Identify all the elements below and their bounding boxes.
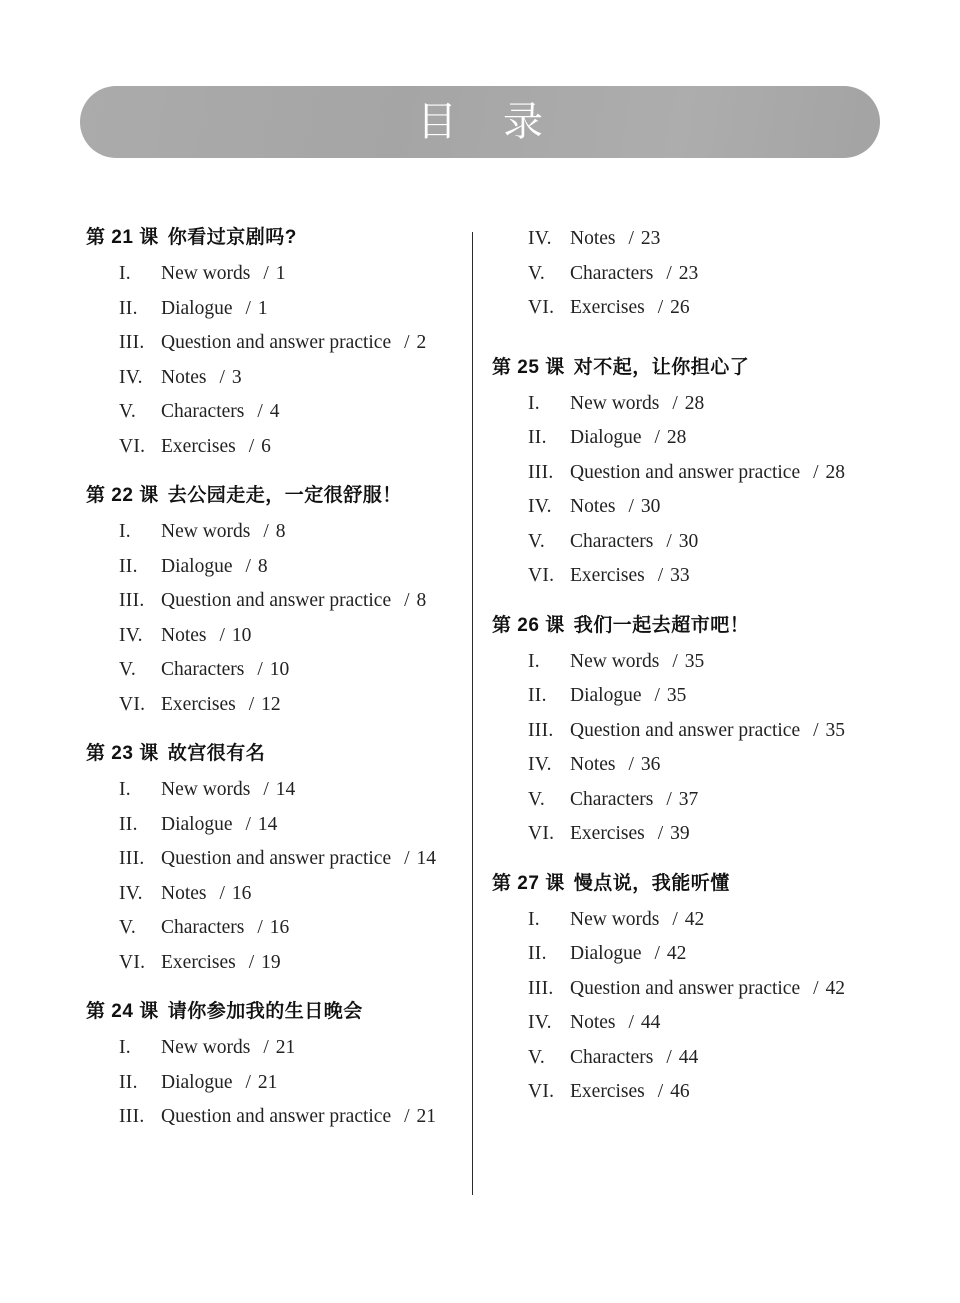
entry-separator: / (248, 693, 255, 715)
toc-entry[interactable] (528, 1041, 890, 1076)
lesson-heading[interactable] (492, 868, 890, 895)
lesson-title: 去公园走走，一定很舒服！ (167, 485, 402, 506)
entry-page-number: 14 (257, 813, 278, 835)
toc-entry[interactable] (528, 817, 890, 852)
lesson-block-23 (86, 738, 458, 980)
entry-page-number: 8 (257, 555, 268, 577)
entry-separator: / (245, 555, 251, 577)
toc-entry[interactable] (528, 783, 890, 818)
toc-entry[interactable] (528, 748, 890, 783)
lesson-number: 第 23 课 (86, 743, 159, 764)
entry-page-number: 10 (231, 624, 252, 646)
lesson-entry-list (492, 645, 890, 852)
entry-separator: / (404, 332, 410, 353)
entry-label: New words (570, 650, 660, 672)
entry-page-number: 14 (416, 848, 437, 869)
entry-numeral: IV. (119, 624, 143, 646)
entry-separator: / (666, 262, 672, 284)
toc-entry[interactable] (528, 490, 890, 525)
entry-separator: / (257, 401, 263, 422)
entry-label: Notes (161, 366, 207, 388)
entry-numeral: III. (528, 461, 554, 483)
toc-entry[interactable] (528, 559, 890, 594)
entry-numeral: I. (119, 521, 131, 542)
lesson-heading[interactable] (492, 610, 890, 637)
entry-numeral: I. (119, 263, 131, 284)
entry-label: Characters (161, 659, 245, 680)
entry-separator: / (219, 366, 225, 388)
entry-separator: / (657, 565, 664, 586)
entry-page-number: 1 (275, 263, 286, 284)
entry-page-number: 16 (231, 882, 252, 904)
contents-header-bar (80, 86, 880, 158)
toc-entry[interactable] (119, 688, 458, 723)
entry-page-number: 23 (640, 228, 661, 249)
lesson-number: 第 24 课 (86, 1001, 159, 1022)
lesson-number: 第 22 课 (86, 485, 159, 506)
lesson-number: 第 21 课 (86, 227, 159, 248)
entry-numeral: IV. (528, 754, 552, 775)
lesson-heading[interactable] (86, 738, 458, 765)
entry-label: Dialogue (570, 943, 642, 964)
entry-separator: / (672, 908, 678, 930)
entry-label: Notes (570, 754, 616, 775)
toc-entry[interactable] (119, 292, 458, 327)
entry-label: Question and answer practice (570, 719, 801, 741)
entry-separator: / (666, 788, 672, 810)
entry-numeral: V. (528, 1046, 546, 1068)
toc-entry[interactable] (119, 430, 458, 465)
entry-separator: / (657, 1081, 664, 1102)
entry-label: Notes (161, 624, 207, 646)
entry-label: Notes (570, 228, 616, 249)
entry-label: Exercises (570, 297, 645, 318)
entry-page-number: 16 (269, 917, 290, 938)
lesson-title: 你看过京剧吗? (167, 227, 297, 248)
entry-label: Exercises (161, 951, 236, 973)
lesson-block-24 (86, 996, 458, 1135)
toc-entry[interactable] (119, 1100, 458, 1135)
entry-label: Notes (570, 1012, 616, 1033)
column-divider (472, 232, 473, 1195)
toc-entry[interactable] (528, 1075, 890, 1110)
entry-separator: / (257, 659, 263, 680)
lesson-entry-list (86, 1031, 458, 1135)
entry-page-number: 1 (257, 297, 268, 319)
entry-separator: / (654, 427, 660, 448)
entry-page-number: 8 (416, 590, 427, 611)
entry-label: Dialogue (161, 813, 233, 835)
entry-page-number: 44 (678, 1046, 699, 1068)
entry-separator: / (672, 392, 678, 414)
entry-numeral: VI. (528, 1081, 555, 1102)
toc-entry[interactable] (119, 619, 458, 654)
entry-numeral: VI. (119, 951, 146, 973)
lesson-block-27 (492, 868, 890, 1110)
toc-entry[interactable] (528, 714, 890, 749)
toc-entry[interactable] (528, 387, 890, 422)
entry-separator: / (666, 1046, 672, 1068)
entry-page-number: 10 (269, 659, 290, 680)
entry-page-number: 44 (640, 1012, 661, 1033)
entry-separator: / (219, 624, 225, 646)
entry-separator: / (628, 1012, 634, 1033)
toc-column-right (492, 222, 890, 1126)
entry-numeral: I. (528, 392, 540, 414)
lesson-entry-list (492, 222, 890, 326)
entry-page-number: 21 (416, 1106, 437, 1127)
entry-page-number: 8 (275, 521, 286, 542)
entry-page-number: 14 (275, 779, 296, 800)
entry-separator: / (404, 848, 410, 869)
entry-label: Characters (161, 917, 245, 938)
entry-page-number: 35 (825, 719, 846, 741)
lesson-heading[interactable] (492, 352, 890, 379)
entry-page-number: 28 (666, 427, 687, 448)
entry-page-number: 35 (666, 685, 687, 706)
lesson-block-25 (492, 352, 890, 594)
toc-entry[interactable] (119, 773, 458, 808)
entry-page-number: 30 (678, 530, 699, 552)
entry-label: New words (570, 392, 660, 414)
lesson-title: 请你参加我的生日晚会 (167, 1001, 363, 1022)
entry-label: Question and answer practice (161, 590, 392, 611)
entry-separator: / (672, 650, 678, 672)
lesson-entry-list (492, 387, 890, 594)
entry-separator: / (813, 719, 819, 741)
entry-numeral: II. (528, 685, 547, 706)
toc-entry[interactable] (528, 679, 890, 714)
entry-page-number: 42 (684, 908, 705, 930)
entry-separator: / (666, 530, 672, 552)
toc-entry[interactable] (528, 1006, 890, 1041)
toc-entry[interactable] (119, 584, 458, 619)
entry-separator: / (248, 435, 255, 457)
entry-numeral: III. (528, 977, 554, 999)
entry-label: New words (161, 1037, 251, 1058)
lesson-title: 对不起，让你担心了 (573, 356, 750, 378)
entry-label: Characters (570, 788, 654, 810)
entry-label: Question and answer practice (161, 332, 392, 353)
entry-numeral: IV. (119, 882, 143, 904)
lesson-block-21 (86, 222, 458, 464)
lesson-entry-list (86, 773, 458, 980)
entry-page-number: 28 (825, 461, 846, 483)
toc-entry[interactable] (528, 903, 890, 938)
lesson-entry-list (86, 257, 458, 464)
entry-page-number: 12 (261, 693, 281, 715)
entry-page-number: 37 (678, 788, 699, 810)
entry-page-number: 30 (640, 496, 661, 517)
toc-entry[interactable] (119, 911, 458, 946)
lesson-heading[interactable] (86, 480, 458, 507)
entry-page-number: 39 (670, 823, 690, 844)
entry-numeral: IV. (528, 1012, 552, 1033)
lesson-number: 第 27 课 (492, 872, 565, 894)
entry-separator: / (628, 496, 634, 517)
entry-label: Exercises (161, 693, 236, 715)
entry-page-number: 3 (231, 366, 242, 388)
entry-separator: / (245, 813, 251, 835)
entry-label: Question and answer practice (570, 977, 801, 999)
entry-label: Question and answer practice (570, 461, 801, 483)
entry-label: Characters (570, 262, 654, 284)
entry-label: Dialogue (570, 427, 642, 448)
entry-separator: / (263, 1037, 269, 1058)
toc-entry[interactable] (528, 257, 890, 292)
lesson-heading[interactable] (86, 996, 458, 1023)
entry-page-number: 36 (640, 754, 661, 775)
entry-label: Exercises (161, 435, 236, 457)
toc-entry[interactable] (119, 653, 458, 688)
toc-entry[interactable] (119, 395, 458, 430)
entry-numeral: VI. (528, 297, 555, 318)
entry-numeral: VI. (528, 565, 555, 586)
entry-numeral: II. (119, 813, 138, 835)
toc-entry[interactable] (528, 972, 890, 1007)
entry-separator: / (657, 823, 664, 844)
entry-label: Characters (570, 530, 654, 552)
entry-label: Exercises (570, 1081, 645, 1102)
toc-entry[interactable] (119, 808, 458, 843)
lesson-block-22 (86, 480, 458, 722)
lesson-number: 第 25 课 (492, 356, 565, 378)
entry-numeral: I. (119, 1037, 131, 1058)
entry-numeral: I. (528, 908, 540, 930)
toc-entry[interactable] (119, 550, 458, 585)
entry-numeral: V. (119, 401, 137, 422)
entry-separator: / (813, 977, 819, 999)
entry-separator: / (219, 882, 225, 904)
lesson-title: 我们一起去超市吧！ (573, 614, 750, 636)
entry-page-number: 42 (825, 977, 846, 999)
lesson-title: 慢点说，我能听懂 (573, 872, 730, 894)
entry-page-number: 23 (678, 262, 699, 284)
entry-label: Notes (570, 496, 616, 517)
toc-entry[interactable] (528, 421, 890, 456)
entry-numeral: V. (119, 659, 137, 680)
entry-label: Dialogue (161, 555, 233, 577)
entry-numeral: V. (528, 530, 546, 552)
entry-separator: / (657, 297, 664, 318)
lesson-entry-list (492, 903, 890, 1110)
toc-entry[interactable] (528, 937, 890, 972)
page-title: 目 录 (417, 99, 561, 144)
entry-page-number: 28 (684, 392, 705, 414)
entry-numeral: II. (528, 943, 547, 964)
toc-column-left (86, 222, 458, 1151)
entry-numeral: IV. (528, 228, 552, 249)
entry-separator: / (404, 590, 410, 611)
entry-numeral: III. (119, 1106, 145, 1127)
lesson-heading[interactable] (86, 222, 458, 249)
entry-page-number: 19 (261, 951, 281, 973)
entry-numeral: IV. (119, 366, 143, 388)
entry-separator: / (263, 779, 269, 800)
toc-entry[interactable] (119, 946, 458, 981)
entry-numeral: VI. (119, 435, 146, 457)
entry-label: Dialogue (161, 297, 233, 319)
entry-numeral: II. (119, 297, 138, 319)
entry-numeral: III. (119, 848, 145, 869)
lesson-entry-list (86, 515, 458, 722)
entry-separator: / (628, 754, 634, 775)
lesson-title: 故宫很有名 (167, 743, 266, 764)
entry-numeral: II. (119, 555, 138, 577)
entry-numeral: III. (119, 590, 145, 611)
entry-label: Dialogue (161, 1071, 233, 1093)
entry-page-number: 6 (261, 435, 271, 457)
entry-numeral: II. (119, 1071, 138, 1093)
entry-separator: / (248, 951, 255, 973)
toc-entry[interactable] (119, 326, 458, 361)
entry-numeral: VI. (528, 823, 555, 844)
entry-page-number: 33 (670, 565, 690, 586)
entry-separator: / (245, 297, 251, 319)
entry-numeral: V. (528, 262, 546, 284)
entry-page-number: 35 (684, 650, 705, 672)
entry-label: Notes (161, 882, 207, 904)
entry-label: Exercises (570, 565, 645, 586)
entry-label: New words (161, 779, 251, 800)
toc-entry[interactable] (119, 1066, 458, 1101)
entry-separator: / (654, 685, 660, 706)
toc-entry[interactable] (119, 257, 458, 292)
entry-numeral: V. (119, 917, 137, 938)
entry-page-number: 21 (275, 1037, 296, 1058)
toc-entry[interactable] (119, 877, 458, 912)
entry-label: Question and answer practice (161, 848, 392, 869)
entry-numeral: III. (119, 332, 145, 353)
entry-label: Question and answer practice (161, 1106, 392, 1127)
lesson-block-26 (492, 610, 890, 852)
entry-label: New words (161, 263, 251, 284)
entry-label: Characters (570, 1046, 654, 1068)
entry-page-number: 2 (416, 332, 427, 353)
entry-numeral: I. (528, 650, 540, 672)
entry-separator: / (813, 461, 819, 483)
entry-label: Dialogue (570, 685, 642, 706)
entry-label: Exercises (570, 823, 645, 844)
entry-page-number: 26 (670, 297, 690, 318)
toc-entry[interactable] (119, 361, 458, 396)
toc-entry[interactable] (119, 842, 458, 877)
entry-page-number: 4 (269, 401, 280, 422)
entry-separator: / (257, 917, 263, 938)
toc-entry[interactable] (119, 1031, 458, 1066)
entry-numeral: I. (119, 779, 131, 800)
entry-page-number: 46 (670, 1081, 690, 1102)
toc-entry[interactable] (119, 515, 458, 550)
entry-page-number: 21 (257, 1071, 278, 1093)
entry-label: Characters (161, 401, 245, 422)
lesson-block-continued (492, 222, 890, 326)
entry-numeral: IV. (528, 496, 552, 517)
entry-page-number: 42 (666, 943, 687, 964)
entry-label: New words (570, 908, 660, 930)
entry-separator: / (628, 228, 634, 249)
toc-entry[interactable] (528, 291, 890, 326)
toc-entry[interactable] (528, 456, 890, 491)
entry-separator: / (404, 1106, 410, 1127)
toc-entry[interactable] (528, 525, 890, 560)
entry-numeral: VI. (119, 693, 146, 715)
entry-numeral: V. (528, 788, 546, 810)
entry-numeral: II. (528, 427, 547, 448)
lesson-number: 第 26 课 (492, 614, 565, 636)
toc-entry[interactable] (528, 645, 890, 680)
entry-separator: / (654, 943, 660, 964)
entry-numeral: III. (528, 719, 554, 741)
toc-entry[interactable] (528, 222, 890, 257)
entry-label: New words (161, 521, 251, 542)
entry-separator: / (245, 1071, 251, 1093)
entry-separator: / (263, 263, 269, 284)
entry-separator: / (263, 521, 269, 542)
